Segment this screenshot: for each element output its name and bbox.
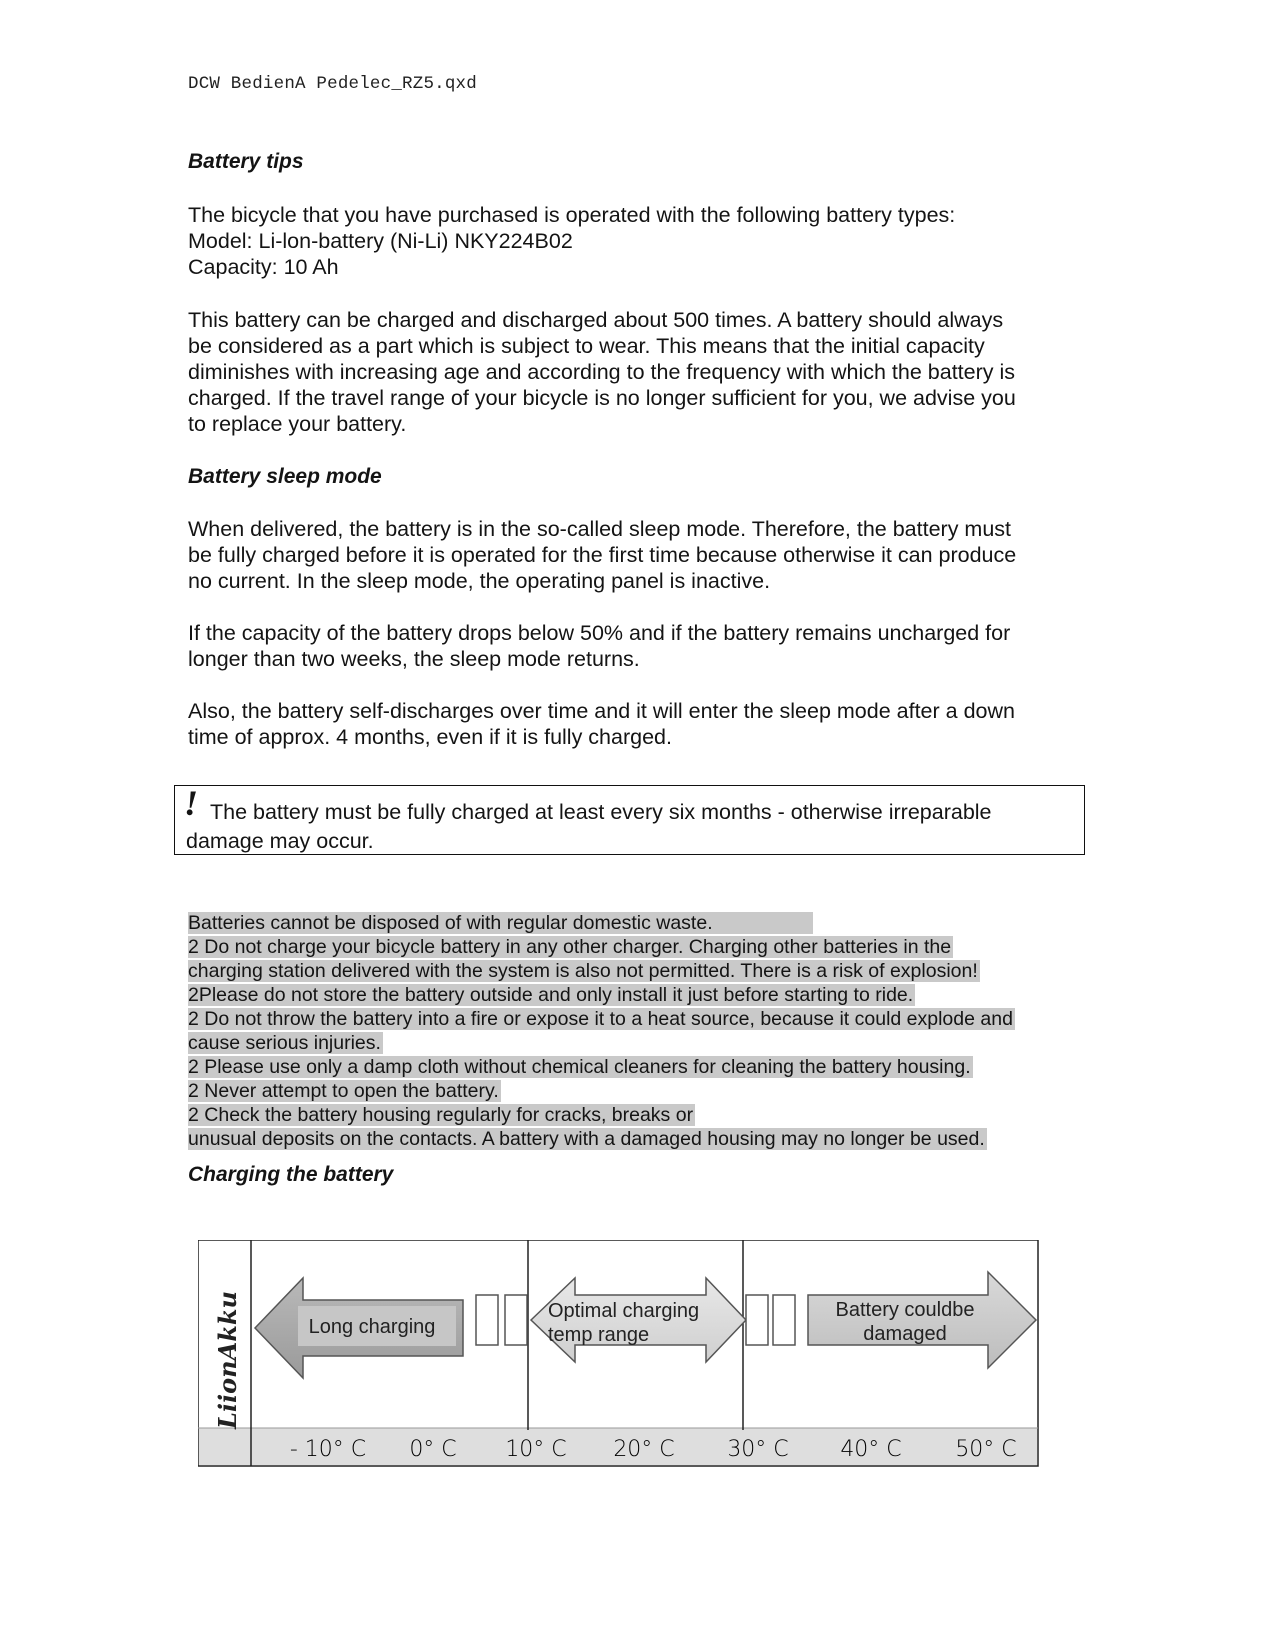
disposal-line: Batteries cannot be disposed of with regular domestic waste.: [188, 912, 813, 934]
text-line: When delivered, the battery is in the so-called sleep mode. Therefore, the battery must: [188, 517, 1012, 541]
text-line: be considered as a part which is subject to wear. This means that the initial capacity: [188, 334, 985, 358]
text-line: If the capacity of the battery drops below 50% and if the battery remains uncharged for: [188, 621, 1011, 645]
disposal-line: cause serious injuries.: [188, 1032, 381, 1054]
text-line: be fully charged before it is operated for the first time because otherwise it can produce: [188, 543, 1017, 567]
section-title-charging: Charging the battery: [188, 1163, 394, 1186]
text-line: diminishes with increasing age and according to the frequency with which the battery is: [188, 360, 1016, 384]
tick-label: 10° C: [505, 1437, 567, 1462]
charging-temperature-diagram: [198, 1240, 1048, 1470]
side-label: LiionAkku: [213, 1291, 242, 1429]
warning-text-line: damage may occur.: [186, 829, 374, 853]
damaged-label-line: damaged: [863, 1323, 947, 1345]
exclamation-icon: !: [184, 783, 199, 823]
disposal-line: 2 Do not throw the battery into a fire or expose it to a heat source, because it could explode and: [188, 1008, 1013, 1030]
text-line: Capacity: 10 Ah: [188, 255, 339, 279]
warning-text-line: The battery must be fully charged at least every six months - otherwise irreparable: [210, 800, 992, 824]
disposal-notes: [188, 911, 1015, 1151]
optimal-label-line: Optimal charging: [548, 1300, 700, 1322]
disposal-line: 2 Check the battery housing regularly for cracks, breaks or: [188, 1104, 694, 1126]
disposal-line: 2 Do not charge your bicycle battery in any other charger. Charging other batteries in the: [188, 936, 952, 958]
text-line: longer than two weeks, the sleep mode returns.: [188, 647, 640, 671]
disposal-line: 2 Never attempt to open the battery.: [188, 1080, 499, 1102]
optimal-label-line: temp range: [548, 1324, 650, 1346]
sleep-paragraph-2: [188, 620, 1088, 672]
disposal-line: charging station delivered with the system is also not permitted. There is a risk of explosion!: [188, 960, 978, 982]
text-line: no current. In the sleep mode, the operating panel is inactive.: [188, 569, 771, 593]
tick-label: 0° C: [409, 1437, 457, 1462]
text-line: The bicycle that you have purchased is operated with the following battery types:: [188, 203, 956, 227]
document-filename: DCW BedienA Pedelec_RZ5.qxd: [188, 74, 477, 94]
text-line: Model: Li-lon-battery (Ni-Li) NKY224B02: [188, 229, 573, 253]
sleep-paragraph-3: [188, 698, 1088, 750]
disposal-line: 2Please do not store the battery outside and only install it just before starting to ride.: [188, 984, 914, 1006]
section-title-sleep-mode: Battery sleep mode: [188, 465, 382, 488]
text-line: to replace your battery.: [188, 412, 407, 436]
tick-label: 40° C: [840, 1437, 902, 1462]
battery-intro: [188, 202, 1088, 280]
tick-label: - 10° C: [289, 1437, 367, 1462]
sleep-paragraph-1: [188, 516, 1088, 594]
damaged-label-line: Battery couldbe: [835, 1299, 975, 1321]
text-line: charged. If the travel range of your bicycle is no longer sufficient for you, we advise you: [188, 386, 1016, 410]
disposal-line: 2 Please use only a damp cloth without chemical cleaners for cleaning the battery housing.: [188, 1056, 971, 1078]
tick-label: 20° C: [613, 1437, 675, 1462]
battery-wear-paragraph: [188, 307, 1088, 437]
disposal-line: unusual deposits on the contacts. A battery with a damaged housing may no longer be used.: [188, 1128, 985, 1150]
tick-label: 50° C: [955, 1437, 1017, 1462]
long-charging-label: Long charging: [308, 1316, 436, 1338]
text-line: time of approx. 4 months, even if it is fully charged.: [188, 725, 672, 749]
tick-label: 30° C: [727, 1437, 789, 1462]
section-title-battery-tips: Battery tips: [188, 150, 304, 173]
text-line: Also, the battery self-discharges over time and it will enter the sleep mode after a down: [188, 699, 1015, 723]
text-line: This battery can be charged and discharged about 500 times. A battery should always: [188, 308, 1004, 332]
